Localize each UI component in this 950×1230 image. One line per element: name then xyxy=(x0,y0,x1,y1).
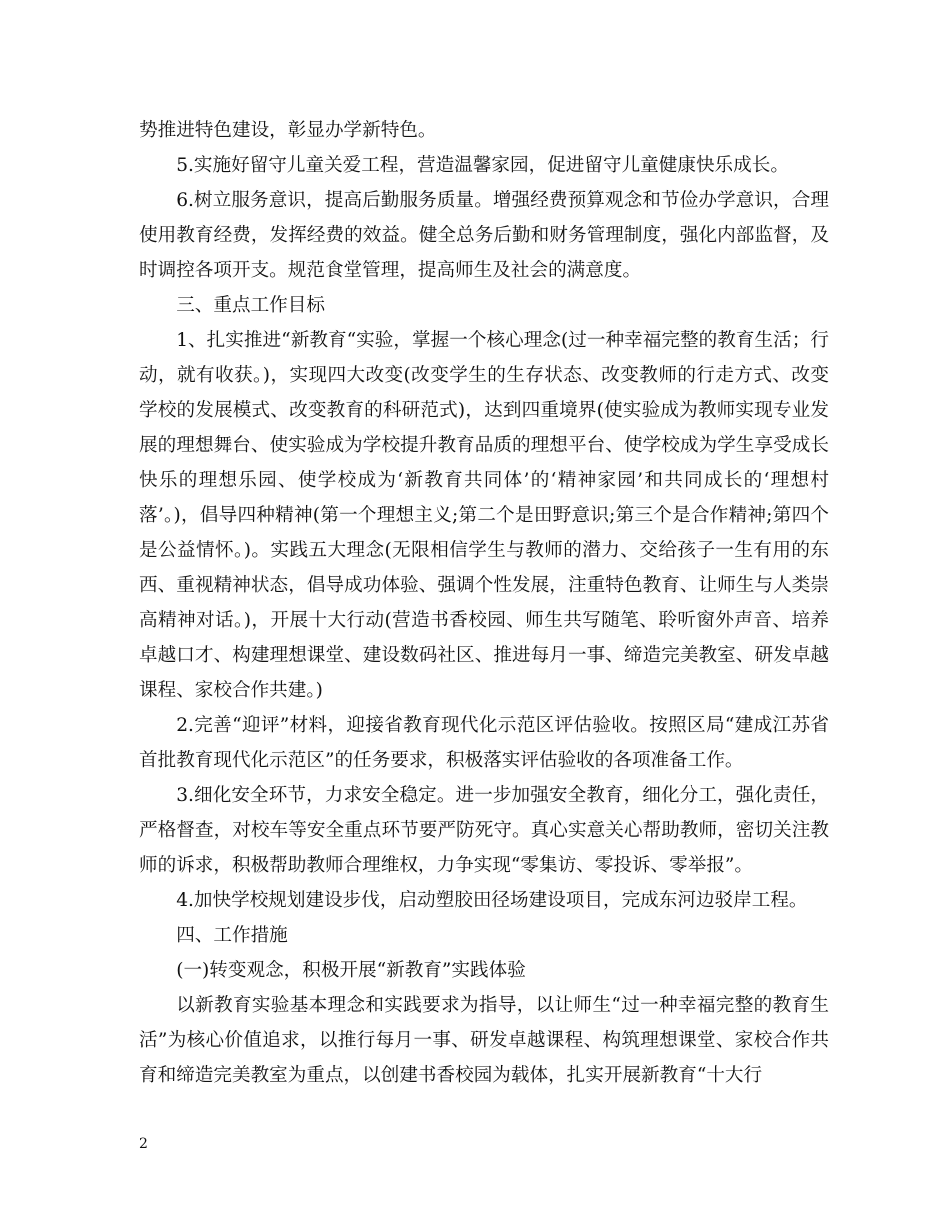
paragraph-item-6: 6.树立服务意识，提高后勤服务质量。增强经费预算观念和节俭办学意识，合理使用教育经费，发挥经费的效益。健全总务后勤和财务管理制度，强化内部监督，及时调控各项开支。规范食堂管理，提高师生及社会的满意度。 xyxy=(139,190,829,281)
paragraph-goal-4: 4.加快学校规划建设步伐，启动塑胶田径场建设项目，完成东河边驳岸工程。 xyxy=(176,890,808,911)
paragraph-goal-1: 1、扎实推进“新教育“实验，掌握一个核心理念(过一种幸福完整的教育生活；行动，就有收获。)，实现四大改变(改变学生的生存状态、改变教师的行走方式、改变学校的发展模式、改变教育的科研范式)，达到四重境界(使实验成为教师实现专业发展的理想舞台、使实验成为学校提升教育品质的理想平台、使学校成为学生享受成长快乐的理想乐园、使学校成为‘新教育共同体’的‘精神家园’和共同成长的‘理想村落’。)，倡导四种精神(第一个理想主义;第二个是田野意识;第三个是合作精神;第四个是公益情怀。)。实践五大理念(无限相信学生与教师的潜力、交给孩子一生有用的东西、重视精神状态，倡导成功体验、强调个性发展，注重特色教育、让师生与人类崇高精神对话。)，开展十大行动(营造书香校园、师生共写随笔、聆听窗外声音、培养卓越口才、构建理想课堂、建设数码社区、推进每月一事、缔造完美教室、研发卓越课程、家校合作共建。) xyxy=(139,330,829,701)
section-heading-key-goals: 三、重点工作目标 xyxy=(176,295,325,316)
page-number: 2 xyxy=(139,1136,148,1152)
paragraph-goal-3: 3.细化安全环节，力求安全稳定。进一步加强安全教育，细化分工，强化责任，严格督查，对校车等安全重点环节要严防死守。真心实意关心帮助教师，密切关注教师的诉求，积极帮助教师合理维权，力争实现“零集访、零投诉、零举报”。 xyxy=(139,785,829,876)
paragraph-continuation: 势推进特色建设，彰显办学新特色。 xyxy=(139,120,437,141)
paragraph-measure-intro: 以新教育实验基本理念和实践要求为指导，以让师生“过一种幸福完整的教育生活”为核心价值追求，以推行每月一事、研发卓越课程、构筑理想课堂、家校合作共育和缔造完美教室为重点，以创建书香校园为载体，扎实开展新教育“十大行 xyxy=(139,995,829,1086)
subsection-heading-1: (一)转变观念，积极开展“新教育”实践体验 xyxy=(176,960,526,981)
paragraph-goal-2: 2.完善“迎评”材料，迎接省教育现代化示范区评估验收。按照区局“建成江苏省首批教育现代化示范区”的任务要求，积极落实评估验收的各项准备工作。 xyxy=(139,715,829,771)
document-body xyxy=(139,113,829,1093)
paragraph-item-5: 5.实施好留守儿童关爱工程，营造温馨家园，促进留守儿童健康快乐成长。 xyxy=(176,155,789,176)
section-heading-measures: 四、工作措施 xyxy=(176,925,288,946)
